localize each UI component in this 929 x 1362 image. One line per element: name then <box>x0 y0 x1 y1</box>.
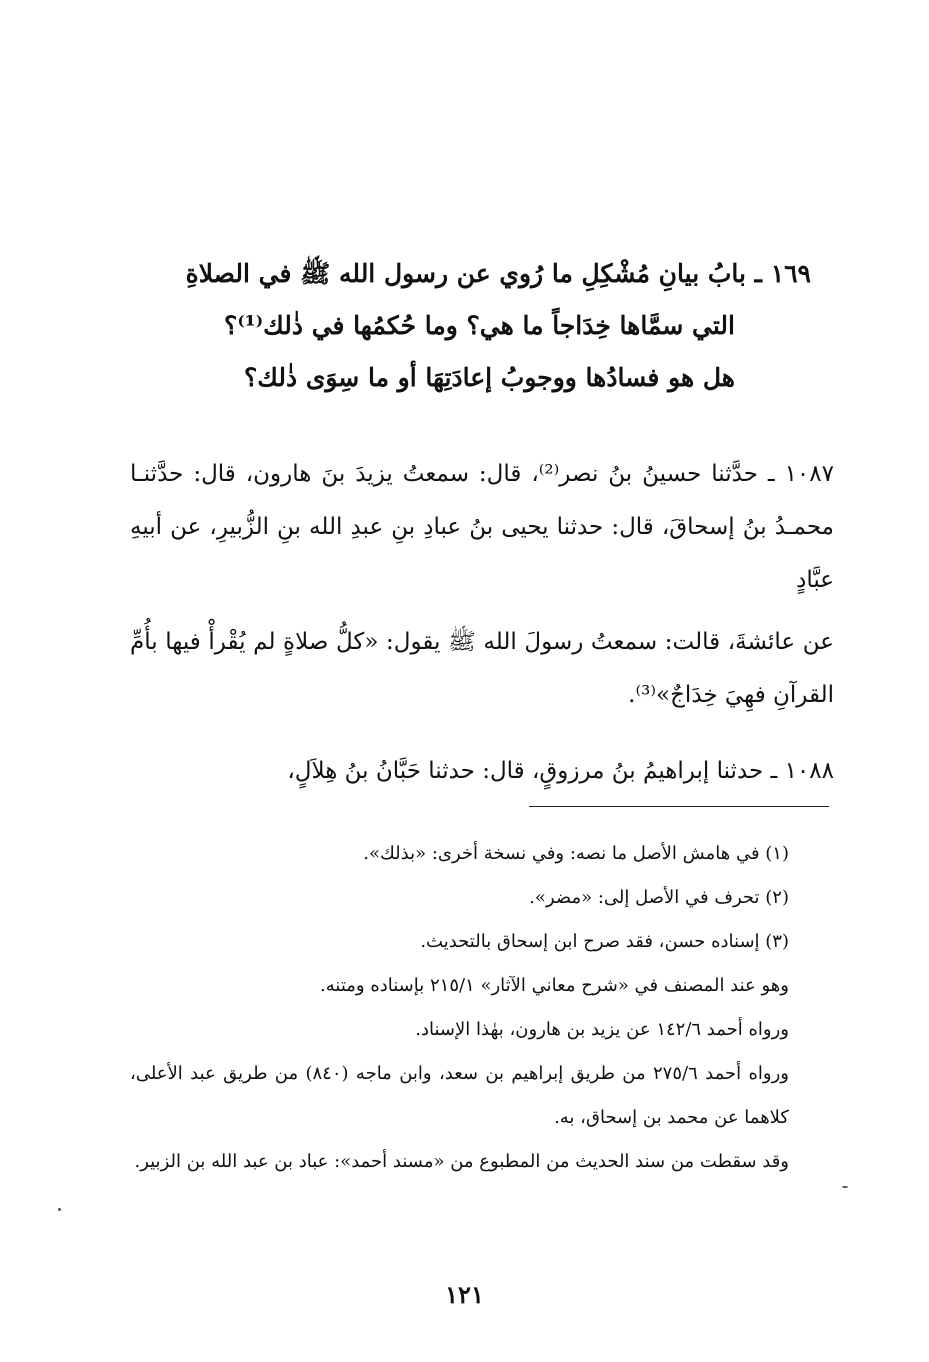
scan-speck <box>842 1186 848 1188</box>
chapter-heading-line-1: ١٦٩ ـ بابُ بيانِ مُشْكِلِ ما رُوي عن رسول الله ﷺ في الصلاةِ <box>185 259 811 288</box>
footnote-3-line-4: ورواه أحمد ٢٧٥/٦ من طريق إبراهيم بن سعد، وابن ماجه (٨٤٠) من طريق عبد الأعلى، كلاهما عن محمد بن إسحاق، به. <box>130 1063 789 1128</box>
footnotes <box>130 832 789 1184</box>
footnote-separator <box>529 806 829 807</box>
footnote-3-line-3: ورواه أحمد ١٤٢/٦ عن يزيد بن هارون، بهٰذا الإسناد. <box>415 1019 789 1040</box>
chapter-heading <box>185 248 811 404</box>
chapter-heading-line-2: التي سمَّاها خِدَاجاً ما هي؟ وما حُكمُها في ذٰلك⁽¹⁾؟ <box>224 311 735 340</box>
hadith-1087: ١٠٨٧ ـ حدَّثنا حسينُ بنُ نصر⁽²⁾، قال: سمعتُ يزيدَ بنَ هارون، قال: حدَّثنـا محمـدُ بنُ إسحاقَ، قال: حدثنا يحيى بنُ عبادِ بنِ عبدِ الله بنِ الزُّبيرِ، عن أبيهِ عبَّادٍ <box>130 461 834 593</box>
footnote-1: (١) في هامش الأصل ما نصه: وفي نسخة أخرى: «بذلك». <box>363 843 789 864</box>
scan-speck <box>58 1208 61 1211</box>
footnote-3-line-5: وقد سقطت من سند الحديث من المطبوع من «مسند أحمد»: عباد بن عبد الله بن الزبير. <box>134 1151 789 1172</box>
hadith-1088: ١٠٨٨ ـ حدثنا إبراهيمُ بنُ مرزوقٍ، قال: حدثنا حَبَّانُ بنُ هِلاَلٍ، <box>287 758 834 784</box>
chapter-heading-line-3: هل هو فسادُها ووجوبُ إعادَتِهَا أو ما سِوَى ذٰلك؟ <box>244 363 735 392</box>
footnote-3: (٣) إسناده حسن، فقد صرح ابن إسحاق بالتحديث. <box>420 931 789 952</box>
hadith-1087-matn: عن عائشةَ، قالت: سمعتُ رسولَ الله ﷺ يقول: «كلُّ صلاةٍ لم يُقْرأْ فيها بأُمِّ القرآنِ فهِيَ خِدَاجٌ»⁽³⁾. <box>130 629 834 708</box>
footnote-2: (٢) تحرف في الأصل إلى: «مضر». <box>529 887 789 908</box>
footnote-3-line-2: وهو عند المصنف في «شرح معاني الآثار» ٢١٥/١ بإسناده ومتنه. <box>320 975 789 996</box>
page-number: ١٢١ <box>445 1280 484 1309</box>
